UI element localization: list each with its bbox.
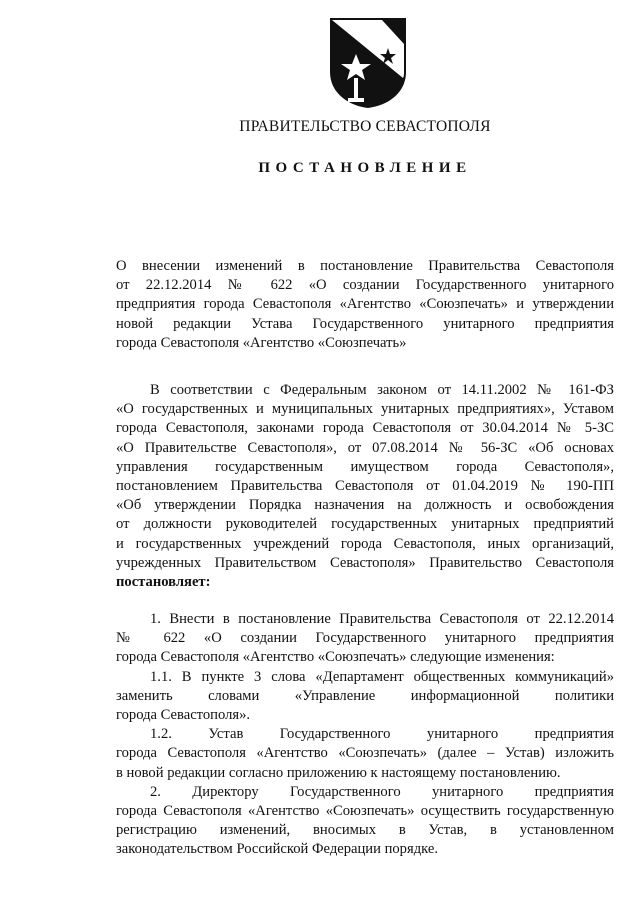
preamble-line: управления государственным имуществом города Севастополя», bbox=[116, 458, 614, 475]
preamble-line: города Севастополя, законами города Севастополя от 30.04.2014 № 5-ЗС bbox=[116, 420, 614, 437]
document-type-title: ПОСТАНОВЛЕНИЕ bbox=[258, 160, 472, 176]
preamble-line: и государственных учреждений города Севастополя, иных организаций, bbox=[116, 535, 614, 552]
body-line: 1.2. Устав Государственного унитарного предприятия bbox=[150, 726, 614, 743]
body-line: № 622 «О создании Государственного унитарного предприятия bbox=[116, 630, 614, 647]
preamble-line: постановлением Правительства Севастополя от 01.04.2019 № 190-ПП bbox=[116, 478, 614, 495]
subject-line: новой редакции Устава Государственного унитарного предприятия bbox=[116, 315, 614, 332]
preamble-line: от должности руководителей государственных унитарных предприятий bbox=[116, 516, 614, 533]
body-line: регистрацию изменений, вносимых в Устав, в установленном bbox=[116, 822, 614, 839]
document-subject bbox=[116, 257, 614, 353]
body-line: 2. Директору Государственного унитарного предприятия bbox=[150, 783, 614, 800]
decree-word: постановляет: bbox=[116, 574, 211, 591]
preamble-line: учрежденных Правительством Севастополя» Правительство Севастополя bbox=[116, 554, 614, 571]
decree-body bbox=[116, 610, 614, 860]
body-line: 1.1. В пункте 3 слова «Департамент общественных коммуникаций» bbox=[150, 668, 614, 685]
organization-name: ПРАВИТЕЛЬСТВО СЕВАСТОПОЛЯ bbox=[239, 118, 491, 135]
body-line: заменить словами «Управление информационной политики bbox=[116, 687, 614, 704]
preamble-paragraph bbox=[116, 381, 614, 592]
subject-line: предприятия города Севастополя «Агентство «Союзпечать» и утверждении bbox=[116, 296, 614, 313]
subject-line: города Севастополя «Агентство «Союзпечать» bbox=[116, 334, 407, 351]
preamble-line: «О государственных и муниципальных унитарных предприятиях», Уставом bbox=[116, 401, 614, 418]
body-line: 1. Внести в постановление Правительства Севастополя от 22.12.2014 bbox=[150, 611, 614, 627]
body-line: города Севастополя «Агентство «Союзпечать» осуществить государственную bbox=[116, 803, 614, 820]
body-line: законодательством Российской Федерации порядке. bbox=[116, 841, 438, 858]
body-line: города Севастополя». bbox=[116, 707, 251, 724]
body-line: в новой редакции согласно приложению к настоящему постановлению. bbox=[116, 764, 561, 781]
body-line: города Севастополя «Агентство «Союзпечать» следующие изменения: bbox=[116, 649, 555, 666]
preamble-line: «О Правительстве Севастополя», от 07.08.2014 № 56-ЗС «Об основах bbox=[116, 439, 614, 456]
subject-line: от 22.12.2014 № 622 «О создании Государственного унитарного bbox=[116, 277, 614, 294]
subject-line: О внесении изменений в постановление Правительства Севастополя bbox=[116, 258, 614, 274]
preamble-line: «Об утверждении Порядка назначения на должность и освобождения bbox=[116, 497, 614, 514]
sevastopol-coat-of-arms-emblem bbox=[326, 14, 410, 110]
body-line: города Севастополя «Агентство «Союзпечать» (далее – Устав) изложить bbox=[116, 745, 614, 762]
preamble-line: В соответствии с Федеральным законом от 14.11.2002 № 161-ФЗ bbox=[150, 382, 614, 398]
